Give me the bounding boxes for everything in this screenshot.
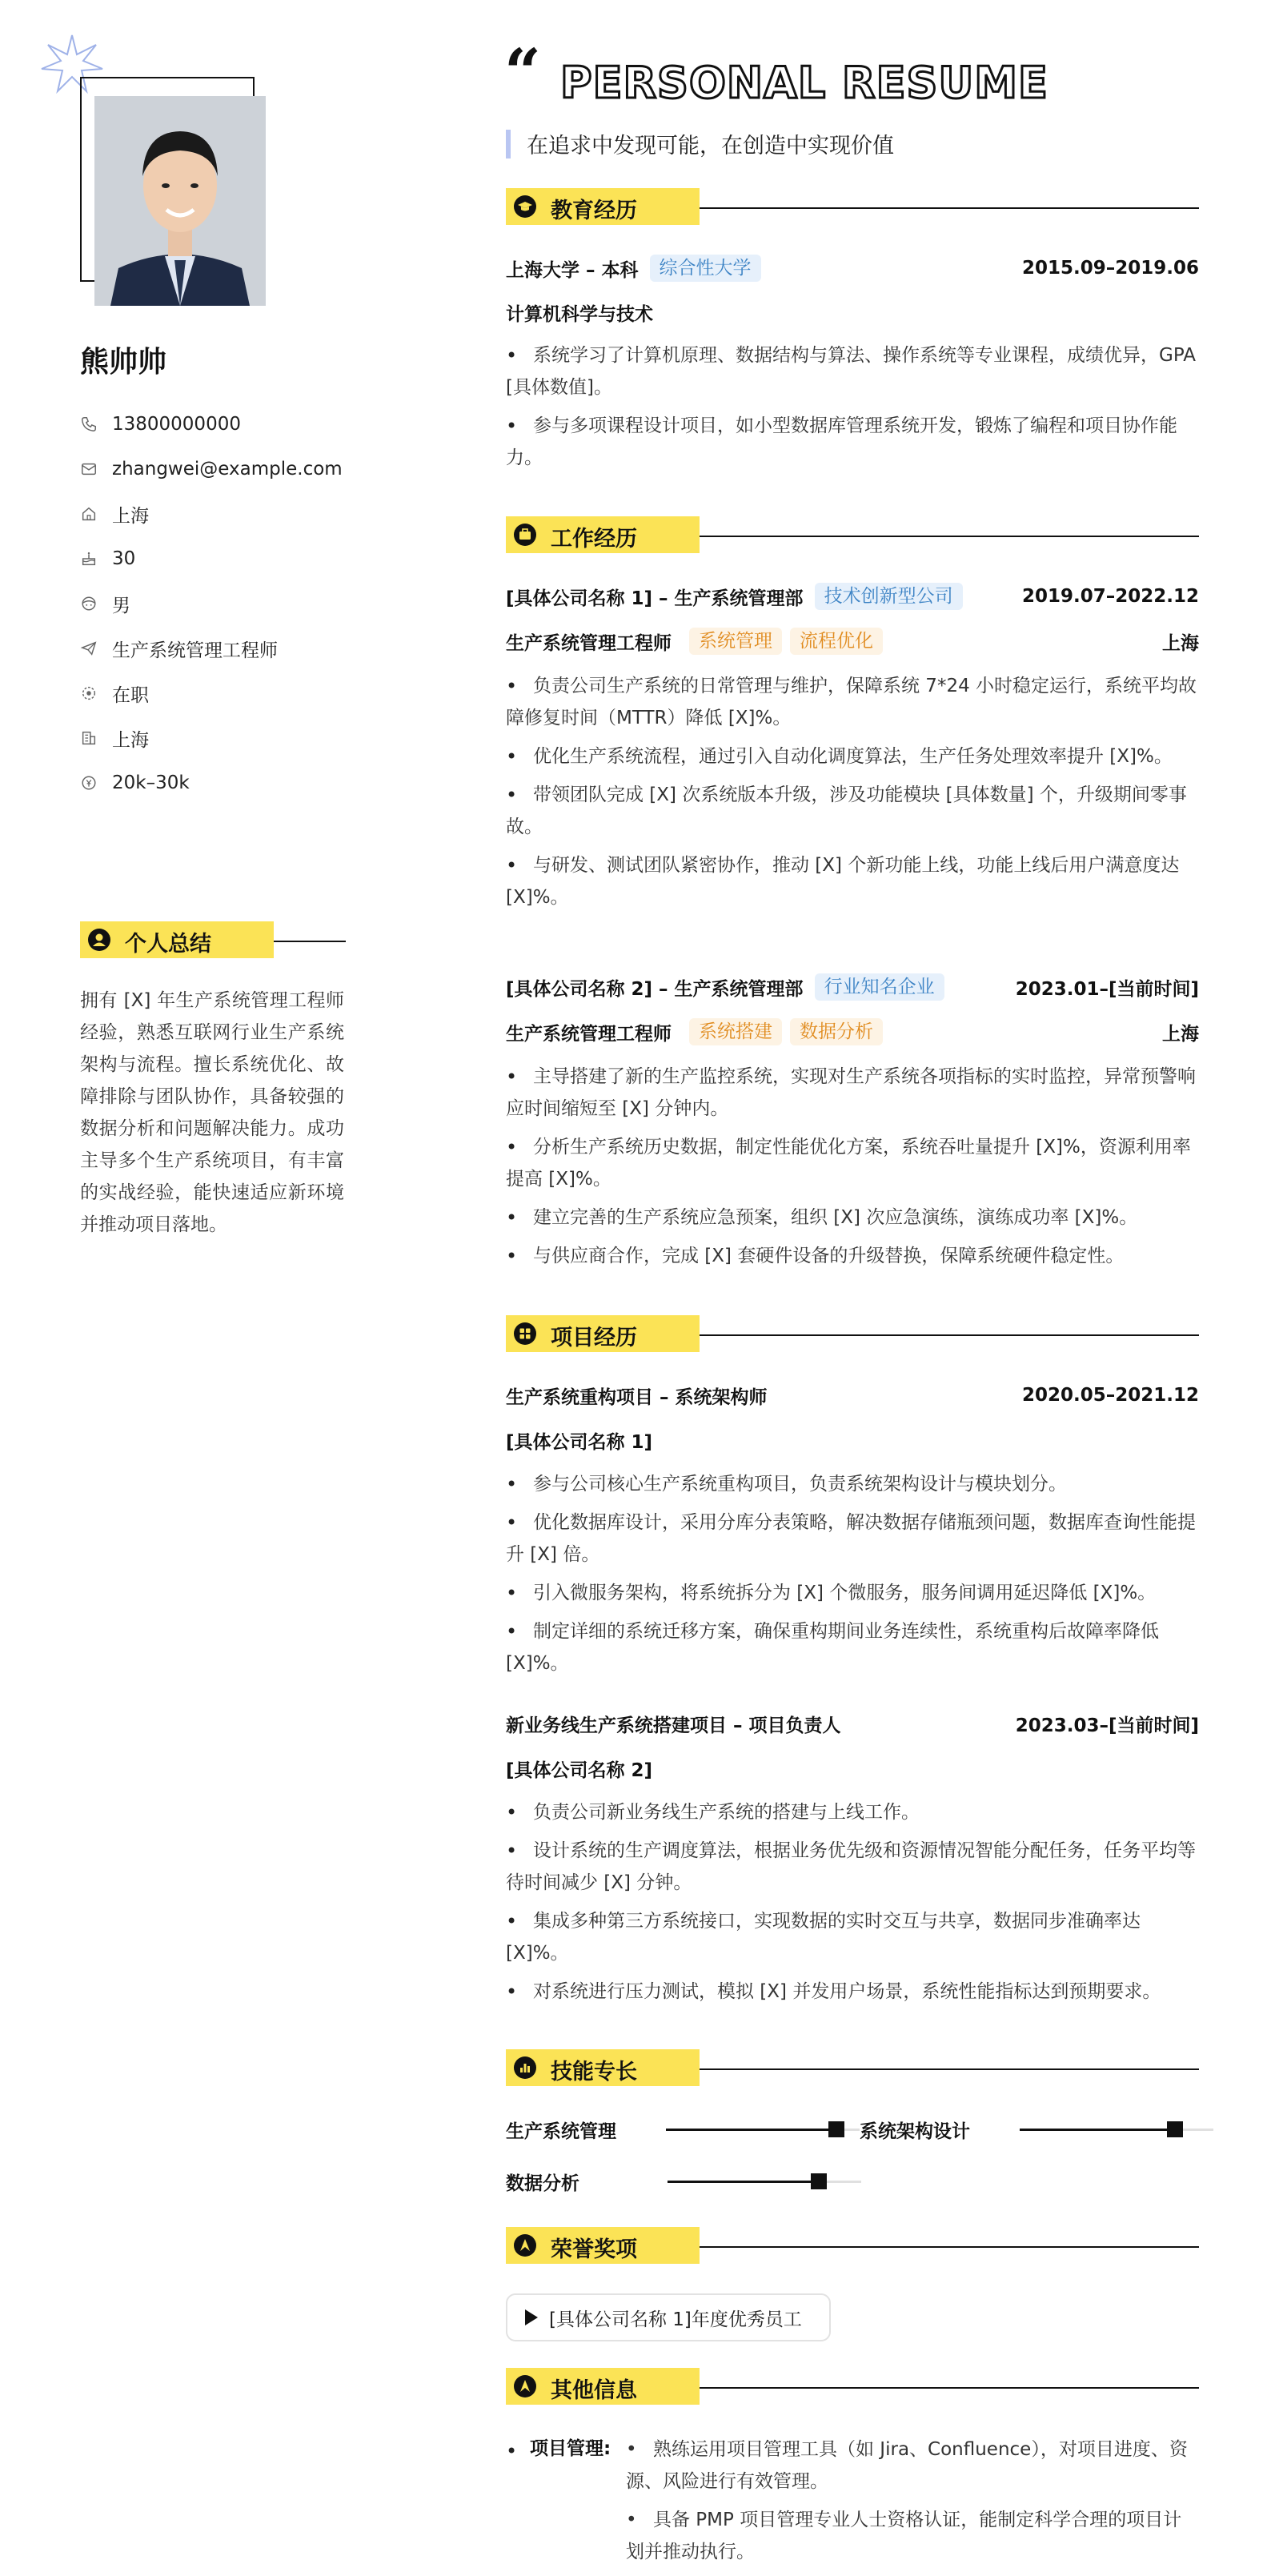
- mail-icon: [80, 460, 98, 478]
- list-item: • 优化生产系统流程，通过引入自动化调度算法，生产任务处理效率提升 [X]%。: [506, 740, 1199, 772]
- skill-tag: 系统搭建: [689, 1018, 782, 1045]
- gender-icon: [80, 595, 98, 612]
- job-role: 生产系统管理工程师: [506, 1023, 672, 1045]
- skill-knob: [811, 2173, 827, 2189]
- list-item: • 优化数据库设计，采用分库分表策略，解决数据存储瓶颈问题，数据库查询性能提升 [X] 倍。: [506, 1507, 1199, 1571]
- skill-tag: 系统管理: [689, 628, 782, 655]
- projects-heading: 项目经历: [551, 1326, 637, 1350]
- job-role: 生产系统管理工程师: [506, 632, 672, 654]
- other-bullets: [626, 2434, 1199, 2574]
- info-work-city-text: 上海: [112, 729, 149, 751]
- info-status-text: 在职: [112, 684, 149, 706]
- info-location: [80, 492, 352, 536]
- bar-chart-icon: [514, 2056, 536, 2079]
- send-icon: [80, 640, 98, 657]
- info-salary: [80, 760, 352, 805]
- status-icon: [80, 684, 98, 702]
- list-item: • 与研发、测试团队紧密协作，推动 [X] 个新功能上线，功能上线后用户满意度达 [X]%。: [506, 849, 1199, 913]
- other-section-header: [506, 2368, 1199, 2405]
- section-rule: [700, 2387, 1199, 2389]
- bullet-dot: •: [506, 2440, 518, 2462]
- skill-item: [860, 2113, 1213, 2145]
- job-city: 上海: [1162, 632, 1199, 654]
- job-city: 上海: [1162, 1023, 1199, 1045]
- projects-section-header: [506, 1315, 1199, 1352]
- list-item: • 熟练运用项目管理工具（如 Jira、Confluence），对项目进度、资源、风险进行有效管理。: [626, 2434, 1199, 2498]
- project-2-title-row: [506, 1707, 1199, 1739]
- section-rule: [700, 2246, 1199, 2248]
- list-item: • 参与公司核心生产系统重构项目，负责系统架构设计与模块划分。: [506, 1468, 1199, 1500]
- graduation-cap-icon: [514, 195, 536, 218]
- info-age-text: 30: [112, 548, 136, 569]
- skill-fill: [668, 2181, 819, 2183]
- list-item: • 主导搭建了新的生产监控系统，实现对生产系统各项指标的实时监控，异常预警响应时间缩短至 [X] 分钟内。: [506, 1061, 1199, 1125]
- skill-tag: 流程优化: [790, 628, 883, 655]
- subtitle-accent-bar: [506, 130, 511, 158]
- list-item: • 负责公司新业务线生产系统的搭建与上线工作。: [506, 1796, 1199, 1828]
- award-icon: [514, 2375, 536, 2397]
- job-date: 2019.07–2022.12: [1021, 586, 1199, 607]
- honor-item[interactable]: [506, 2293, 831, 2341]
- job-1-company-row: [506, 580, 1199, 612]
- major-row: [506, 296, 1199, 328]
- company-tag: 行业知名企业: [815, 973, 944, 1001]
- work-section-header: [506, 516, 1199, 553]
- skills-heading: 技能专长: [551, 2060, 637, 2084]
- home-icon: [80, 505, 98, 523]
- summary-heading: 个人总结: [125, 932, 211, 957]
- list-item: • 集成多种第三方系统接口，实现数据的实时交互与共享，数据同步准确率达 [X]%。: [506, 1905, 1199, 1969]
- skill-item: [506, 2165, 861, 2197]
- info-job-target: [80, 626, 352, 671]
- list-item: • 建立完善的生产系统应急预案，组织 [X] 次应急演练，演练成功率 [X]%。: [506, 1202, 1199, 1234]
- skill-name: 数据分析: [506, 2173, 579, 2194]
- person-icon: [88, 929, 110, 951]
- section-rule: [274, 941, 346, 942]
- summary-section-header: [80, 921, 346, 958]
- project-date: 2020.05–2021.12: [1021, 1385, 1199, 1406]
- skill-item: [506, 2113, 860, 2145]
- skill-knob: [828, 2121, 844, 2137]
- major-name: 计算机科学与技术: [506, 303, 653, 325]
- skill-knob: [1167, 2121, 1183, 2137]
- list-item: • 引入微服务架构，将系统拆分为 [X] 个微服务，服务间调用延迟降低 [X]%。: [506, 1577, 1199, 1609]
- project-2-bullets: [506, 1796, 1199, 2014]
- skill-name: 生产系统管理: [506, 2121, 616, 2142]
- section-rule: [700, 1334, 1199, 1336]
- info-email: [80, 447, 352, 492]
- project-1-company-row: [506, 1424, 1199, 1456]
- other-heading: 其他信息: [551, 2378, 637, 2403]
- info-gender: [80, 581, 352, 626]
- section-rule: [700, 207, 1199, 209]
- honors-section-header: [506, 2227, 1199, 2264]
- project-1-title-row: [506, 1379, 1199, 1411]
- info-email-text: zhangwei@example.com: [112, 459, 343, 479]
- salary-icon: [80, 774, 98, 792]
- section-rule: [700, 536, 1199, 537]
- award-icon: [514, 2234, 536, 2257]
- education-heading: 教育经历: [551, 199, 637, 223]
- list-item: • 带领团队完成 [X] 次系统版本升级，涉及功能模块 [具体数量] 个，升级期间零事故。: [506, 779, 1199, 843]
- contact-info-list: [80, 402, 352, 805]
- skill-fill: [666, 2129, 836, 2131]
- list-item: • 与供应商合作，完成 [X] 套硬件设备的升级替换，保障系统硬件稳定性。: [506, 1240, 1199, 1272]
- summary-text: 拥有 [X] 年生产系统管理工程师经验，熟悉互联网行业生产系统架构与流程。擅长系统优化、故障排除与团队协作，具备较强的数据分析和问题解决能力。成功主导多个生产系统项目，有丰富的实战经验，能快速适应新环境并推动项目落地。: [80, 990, 344, 1235]
- project-date: 2023.03–[当前时间]: [1015, 1715, 1199, 1736]
- job-company: [具体公司名称 2] – 生产系统管理部: [506, 978, 804, 1000]
- resume-title: PERSONAL RESUME: [560, 58, 1048, 108]
- info-gender-text: 男: [112, 595, 130, 616]
- list-item: • 分析生产系统历史数据，制定性能优化方案，系统吞吐量提升 [X]%，资源利用率提高 [X]%。: [506, 1131, 1199, 1195]
- project-name: 生产系统重构项目 – 系统架构师: [506, 1386, 768, 1408]
- list-item: • 负责公司生产系统的日常管理与维护，保障系统 7*24 小时稳定运行，系统平均故障修复时间（MTTR）降低 [X]%。: [506, 670, 1199, 734]
- skill-tag: 数据分析: [790, 1018, 883, 1045]
- grid-icon: [514, 1322, 536, 1345]
- education-row: [506, 252, 1199, 284]
- info-location-text: 上海: [112, 505, 149, 527]
- job-1-role-row: [506, 625, 1199, 657]
- work-heading: 工作经历: [551, 527, 637, 552]
- info-status: [80, 671, 352, 716]
- job-1-bullets: [506, 670, 1199, 920]
- info-phone-text: 13800000000: [112, 414, 241, 435]
- list-item: • 设计系统的生产调度算法，根据业务优先级和资源情况智能分配任务，任务平均等待时间减少 [X] 分钟。: [506, 1835, 1199, 1899]
- job-date: 2023.01–[当前时间]: [1015, 978, 1199, 1000]
- list-item: • 制定详细的系统迁移方案，确保重构期间业务连续性，系统重构后故障率降低 [X]%。: [506, 1615, 1199, 1679]
- skill-track: [666, 2129, 860, 2131]
- info-salary-text: 20k–30k: [112, 772, 190, 793]
- other-label: 项目管理:: [530, 2438, 611, 2459]
- phone-icon: [80, 415, 98, 433]
- info-job-target-text: 生产系统管理工程师: [112, 640, 278, 661]
- job-2-role-row: [506, 1016, 1199, 1048]
- school-tag: 综合性大学: [650, 255, 761, 282]
- skill-name: 系统架构设计: [860, 2121, 970, 2142]
- quote-mark: “: [504, 34, 542, 110]
- project-2-company-row: [506, 1752, 1199, 1784]
- cake-icon: [80, 550, 98, 568]
- list-item: • 系统学习了计算机原理、数据结构与算法、操作系统等专业课程，成绩优异，GPA [具体数值]。: [506, 339, 1199, 403]
- project-company: [具体公司名称 1]: [506, 1431, 653, 1453]
- info-phone: [80, 402, 352, 447]
- list-item: • 参与多项课程设计项目，如小型数据库管理系统开发，锻炼了编程和项目协作能力。: [506, 410, 1199, 474]
- company-tag: 技术创新型公司: [815, 583, 963, 610]
- section-rule: [700, 2068, 1199, 2070]
- education-date: 2015.09–2019.06: [1021, 258, 1199, 279]
- play-icon: [525, 2309, 538, 2325]
- job-2-bullets: [506, 1061, 1199, 1278]
- briefcase-icon: [514, 524, 536, 546]
- skills-section-header: [506, 2049, 1199, 2086]
- resume-subtitle: 在追求中发现可能，在创造中实现价值: [527, 134, 894, 158]
- skill-fill: [1020, 2129, 1175, 2131]
- project-1-bullets: [506, 1468, 1199, 1686]
- skill-track: [1020, 2129, 1213, 2131]
- honor-text: [具体公司名称 1]年度优秀员工: [549, 2309, 802, 2330]
- skill-track: [668, 2181, 861, 2183]
- list-item: • 具备 PMP 项目管理专业人士资格认证，能制定科学合理的项目计划并推动执行。: [626, 2504, 1199, 2568]
- school-name: 上海大学 – 本科: [506, 259, 639, 281]
- info-work-city: [80, 716, 352, 760]
- project-name: 新业务线生产系统搭建项目 – 项目负责人: [506, 1715, 841, 1736]
- job-company: [具体公司名称 1] – 生产系统管理部: [506, 588, 804, 609]
- info-age: [80, 536, 352, 581]
- list-item: • 对系统进行压力测试，模拟 [X] 并发用户场景，系统性能指标达到预期要求。: [506, 1976, 1199, 2008]
- education-section-header: [506, 188, 1199, 225]
- building-icon: [80, 729, 98, 747]
- project-company: [具体公司名称 2]: [506, 1759, 653, 1781]
- profile-name: 熊帅帅: [80, 346, 167, 379]
- education-bullets: [506, 339, 1199, 480]
- job-2-company-row: [506, 971, 1199, 1003]
- avatar: [94, 96, 266, 306]
- honors-heading: 荣誉奖项: [551, 2237, 637, 2262]
